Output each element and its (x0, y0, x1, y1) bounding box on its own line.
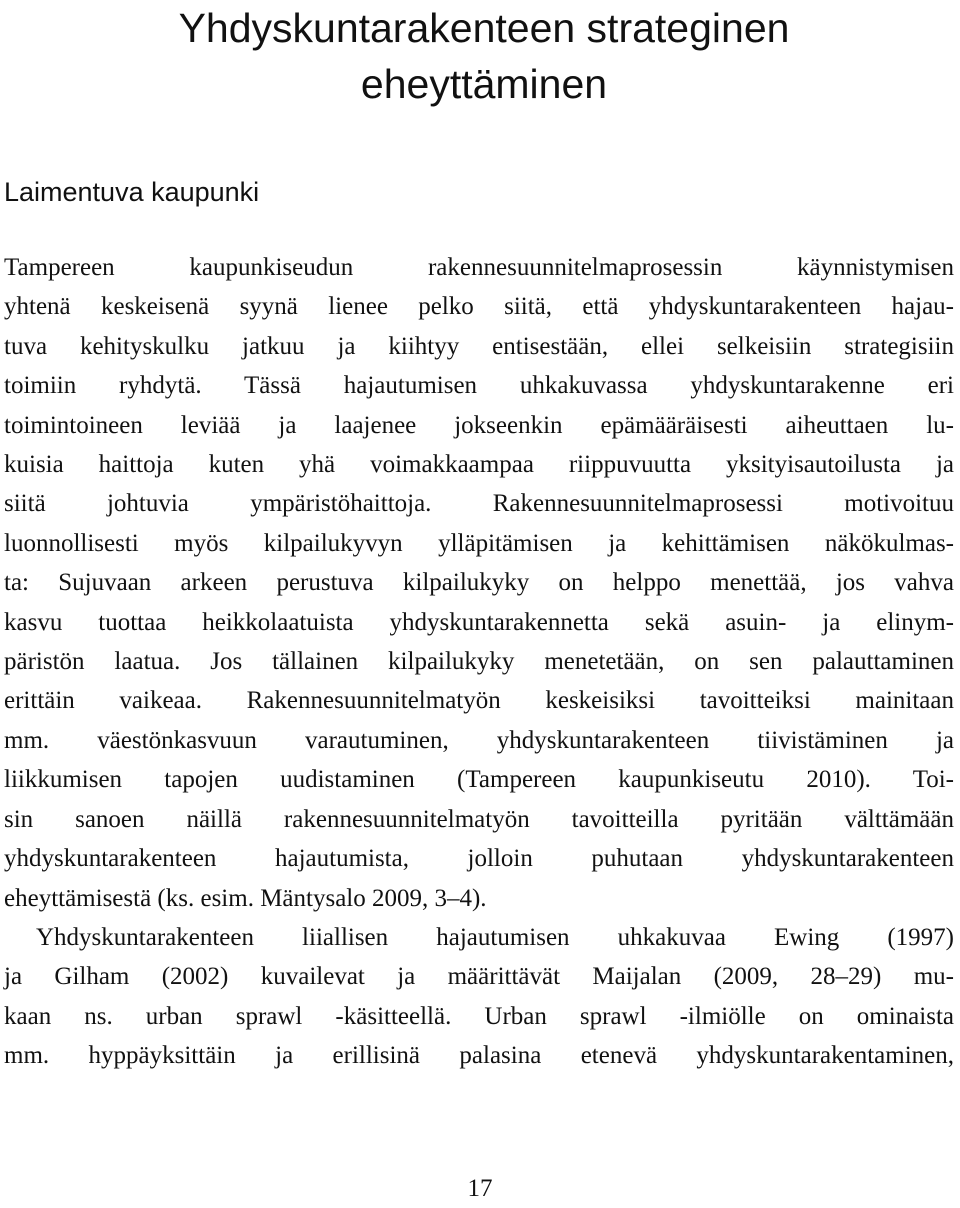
text-line: mm. hyppäyksittäin ja erillisinä palasina etenevä yhdyskuntarakentaminen, (4, 1042, 954, 1070)
text-line: kaan ns. urban sprawl -käsitteellä. Urban sprawl -ilmiölle on ominaista (4, 1002, 954, 1030)
text-line: kasvu tuottaa heikkolaatuista yhdyskuntarakennetta sekä asuin- ja elinym- (4, 608, 954, 636)
text-line: tuva kehityskulku jatkuu ja kiihtyy entisestään, ellei selkeisiin strategisiin (4, 332, 954, 360)
text-line: kuisia haittoja kuten yhä voimakkaampaa riippuvuutta yksityisautoilusta ja (4, 451, 954, 479)
text-line: yhdyskuntarakenteen hajautumista, jolloin puhutaan yhdyskuntarakenteen (4, 845, 954, 873)
text-line: yhtenä keskeisenä syynä lienee pelko siitä, että yhdyskuntarakenteen hajau- (4, 293, 954, 321)
text-line: toimintoineen leviää ja laajenee jokseenkin epämääräisesti aiheuttaen lu- (4, 411, 954, 439)
page-title: Yhdyskuntarakenteen strateginen eheyttäminen (178, 5, 790, 107)
paragraph-1 (4, 248, 954, 918)
text-line: ta: Sujuvaan arkeen perustuva kilpailukyky on helppo menettää, jos vahva (4, 569, 954, 597)
text-line: ja Gilham (2002) kuvailevat ja määrittävät Maijalan (2009, 28–29) mu- (4, 963, 954, 991)
text-line: toimiin ryhdytä. Tässä hajautumisen uhkakuvassa yhdyskuntarakenne eri (4, 372, 954, 400)
text-line: eheyttämisestä (ks. esim. Mäntysalo 2009, 3–4). (4, 884, 487, 912)
text-line: sin sanoen näillä rakennesuunnitelmatyön tavoitteilla pyritään välttämään (4, 805, 954, 833)
section-heading: Laimentuva kaupunki (4, 177, 260, 207)
text-line: siitä johtuvia ympäristöhaittoja. Rakennesuunnitelmaprosessi motivoituu (4, 490, 954, 518)
text-line: päristön laatua. Jos tällainen kilpailukyky menetetään, on sen palauttaminen (4, 648, 954, 676)
text-line: Yhdyskuntarakenteen liiallisen hajautumisen uhkakuvaa Ewing (1997) (36, 923, 954, 951)
text-line: erittäin vaikeaa. Rakennesuunnitelmatyön keskeisiksi tavoitteiksi mainitaan (4, 687, 954, 715)
paragraph-2 (4, 918, 954, 1076)
text-line: Tampereen kaupunkiseudun rakennesuunnitelmaprosessin käynnistymisen (4, 254, 954, 281)
page-number: 17 (467, 1175, 493, 1202)
text-line: liikkumisen tapojen uudistaminen (Tampereen kaupunkiseutu 2010). Toi- (4, 766, 954, 794)
body-text (4, 248, 954, 1076)
text-line: luonnollisesti myös kilpailukyvyn ylläpitämisen ja kehittämisen näkökulmas- (4, 529, 954, 557)
text-line: mm. väestönkasvuun varautuminen, yhdyskuntarakenteen tiivistäminen ja (4, 726, 954, 754)
